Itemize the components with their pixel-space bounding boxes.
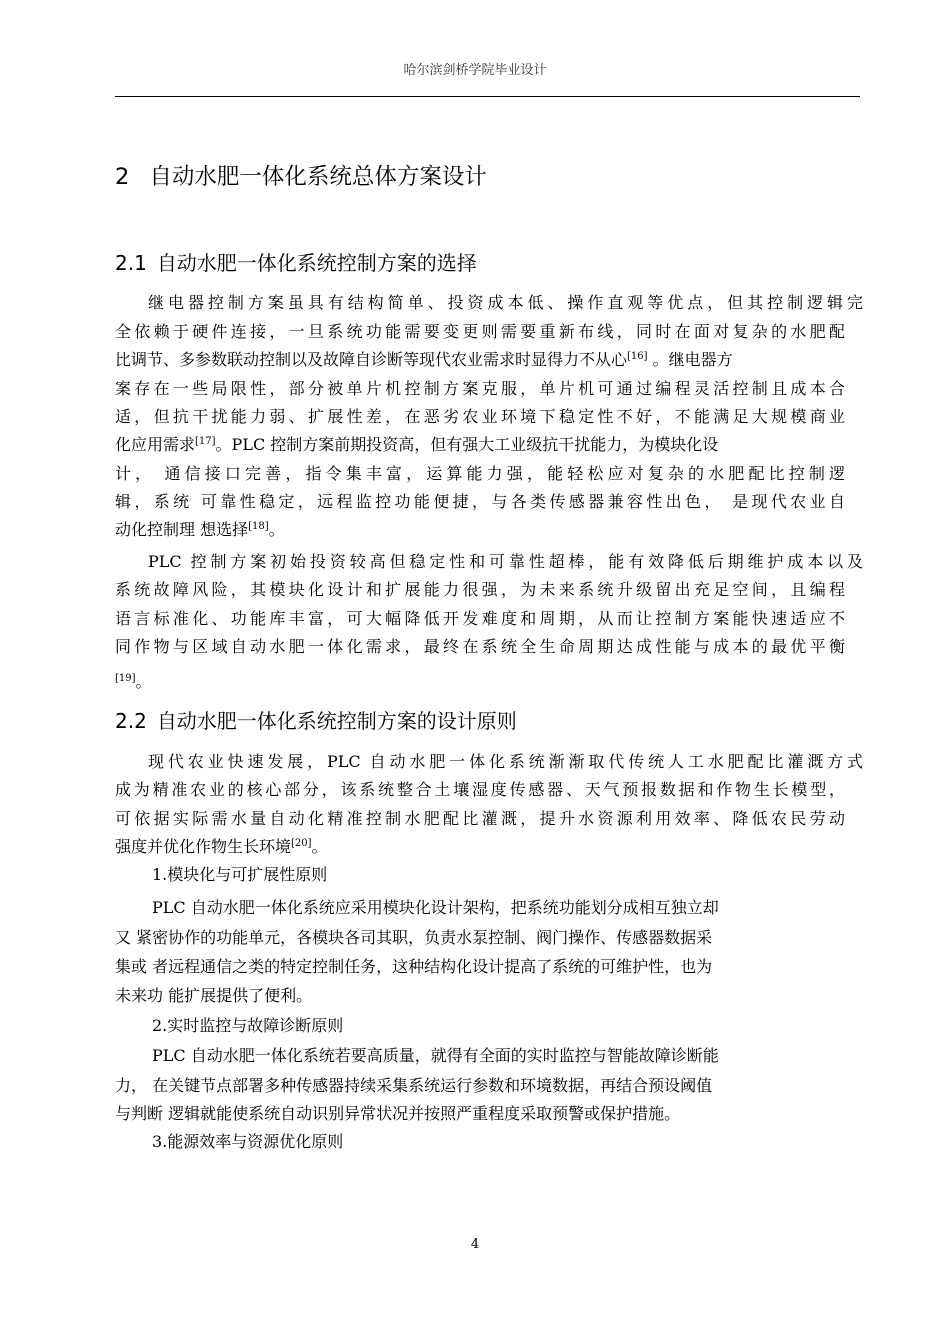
text-line: 与判断 逻辑就能使系统自动识别异常状况并按照严重程度采取预警或保护措施。 [115, 1104, 681, 1123]
section-number: 2.1 [115, 251, 147, 275]
text-line: 力， 在关键节点部署多种传感器持续采集系统运行参数和环境数据，再结合预设阈值 [115, 1076, 713, 1095]
section-heading-2-1 [115, 248, 477, 278]
citation-ref: [16] [627, 351, 648, 362]
text-line: [19]。 [115, 672, 152, 691]
principle-2-title: 2.实时监控与故障诊断原则 [152, 1016, 344, 1035]
citation-ref: [20] [291, 838, 312, 849]
text-line: PLC 自动水肥一体化系统若要高质量，就得有全面的实时监控与智能故障诊断能 [152, 1046, 719, 1065]
text-line: 适，但抗干扰能力弱、扩展性差，在恶劣农业环境下稳定性不好，不能满足大规模商业 [115, 407, 845, 426]
section-title: 自动水肥一体化系统控制方案的选择 [156, 251, 477, 275]
text-line: 集或 者远程通信之类的特定控制任务，这种结构化设计提高了系统的可维护性，也为 [115, 957, 713, 976]
text-line: 全依赖于硬件连接，一旦系统功能需要变更则需要重新布线，同时在面对复杂的水肥配 [115, 322, 845, 341]
text-line: 系统故障风险，其模块化设计和扩展能力很强，为未来系统升级留出充足空间，且编程 [115, 580, 845, 599]
text-line: 语言标准化、功能库丰富，可大幅降低开发难度和周期，从而让控制方案能快速适应不 [115, 609, 845, 628]
chapter-title: 自动水肥一体化系统总体方案设计 [149, 164, 487, 190]
text-line: PLC 自动水肥一体化系统应采用模块化设计架构，把系统功能划分成相互独立却 [152, 898, 719, 917]
text-line: 又 紧密协作的功能单元，各模块各司其职，负责水泵控制、阀门操作、传感器数据采 [115, 928, 713, 947]
text-line: 未来功 能扩展提供了便利。 [115, 986, 313, 1005]
text-line: 可依据实际需水量自动化精准控制水肥配比灌溉，提升水资源利用效率、降低农民劳动 [115, 809, 845, 828]
text-line: 成为精准农业的核心部分，该系统整合土壤湿度传感器、天气预报数据和作物生长模型， [115, 780, 845, 799]
section-heading-2-2 [115, 706, 517, 736]
citation-ref: [18] [248, 521, 269, 532]
section-number: 2.2 [115, 709, 147, 733]
text-line: 辑，系统 可靠性稳定，远程监控功能便捷，与各类传感器兼容性出色， 是现代农业自 [115, 492, 845, 511]
text-line: PLC 控制方案初始投资较高但稳定性和可靠性超棒，能有效降低后期维护成本以及 [148, 552, 863, 571]
page-number: 4 [470, 1237, 480, 1252]
text-line: 同作物与区域自动水肥一体化需求，最终在系统全生命周期达成性能与成本的最优平衡 [115, 637, 845, 656]
text-line: 动化控制理 想选择[18]。 [115, 520, 285, 539]
text-line: 强度并优化作物生长环境[20]。 [115, 837, 328, 856]
text-line: 比调节、多参数联动控制以及故障自诊断等现代农业需求时显得力不从心[16] 。继电器方 [115, 350, 733, 369]
citation-ref: [19] [115, 673, 136, 684]
principle-1-title: 1.模块化与可扩展性原则 [152, 865, 328, 884]
header-divider [115, 96, 860, 97]
text-line: 计， 通信接口完善，指令集丰富，运算能力强，能轻松应对复杂的水肥配比控制逻 [115, 464, 845, 483]
section-title: 自动水肥一体化系统控制方案的设计原则 [156, 709, 517, 733]
principle-3-title: 3.能源效率与资源优化原则 [152, 1132, 344, 1151]
text-line: 案存在一些局限性，部分被单片机控制方案克服，单片机可通过编程灵活控制且成本合 [115, 379, 845, 398]
chapter-number: 2 [115, 164, 130, 190]
citation-ref: [17] [195, 436, 216, 447]
text-line: 化应用需求[17]。PLC 控制方案前期投资高，但有强大工业级抗干扰能力，为模块化设 [115, 435, 719, 454]
text-line: 现代农业快速发展，PLC 自动水肥一体化系统渐渐取代传统人工水肥配比灌溉方式 [148, 752, 863, 771]
text-line: 继电器控制方案虽具有结构简单、投资成本低、操作直观等优点，但其控制逻辑完 [148, 293, 863, 312]
page-header-title: 哈尔滨剑桥学院毕业设计 [403, 63, 547, 78]
chapter-heading [115, 160, 487, 194]
